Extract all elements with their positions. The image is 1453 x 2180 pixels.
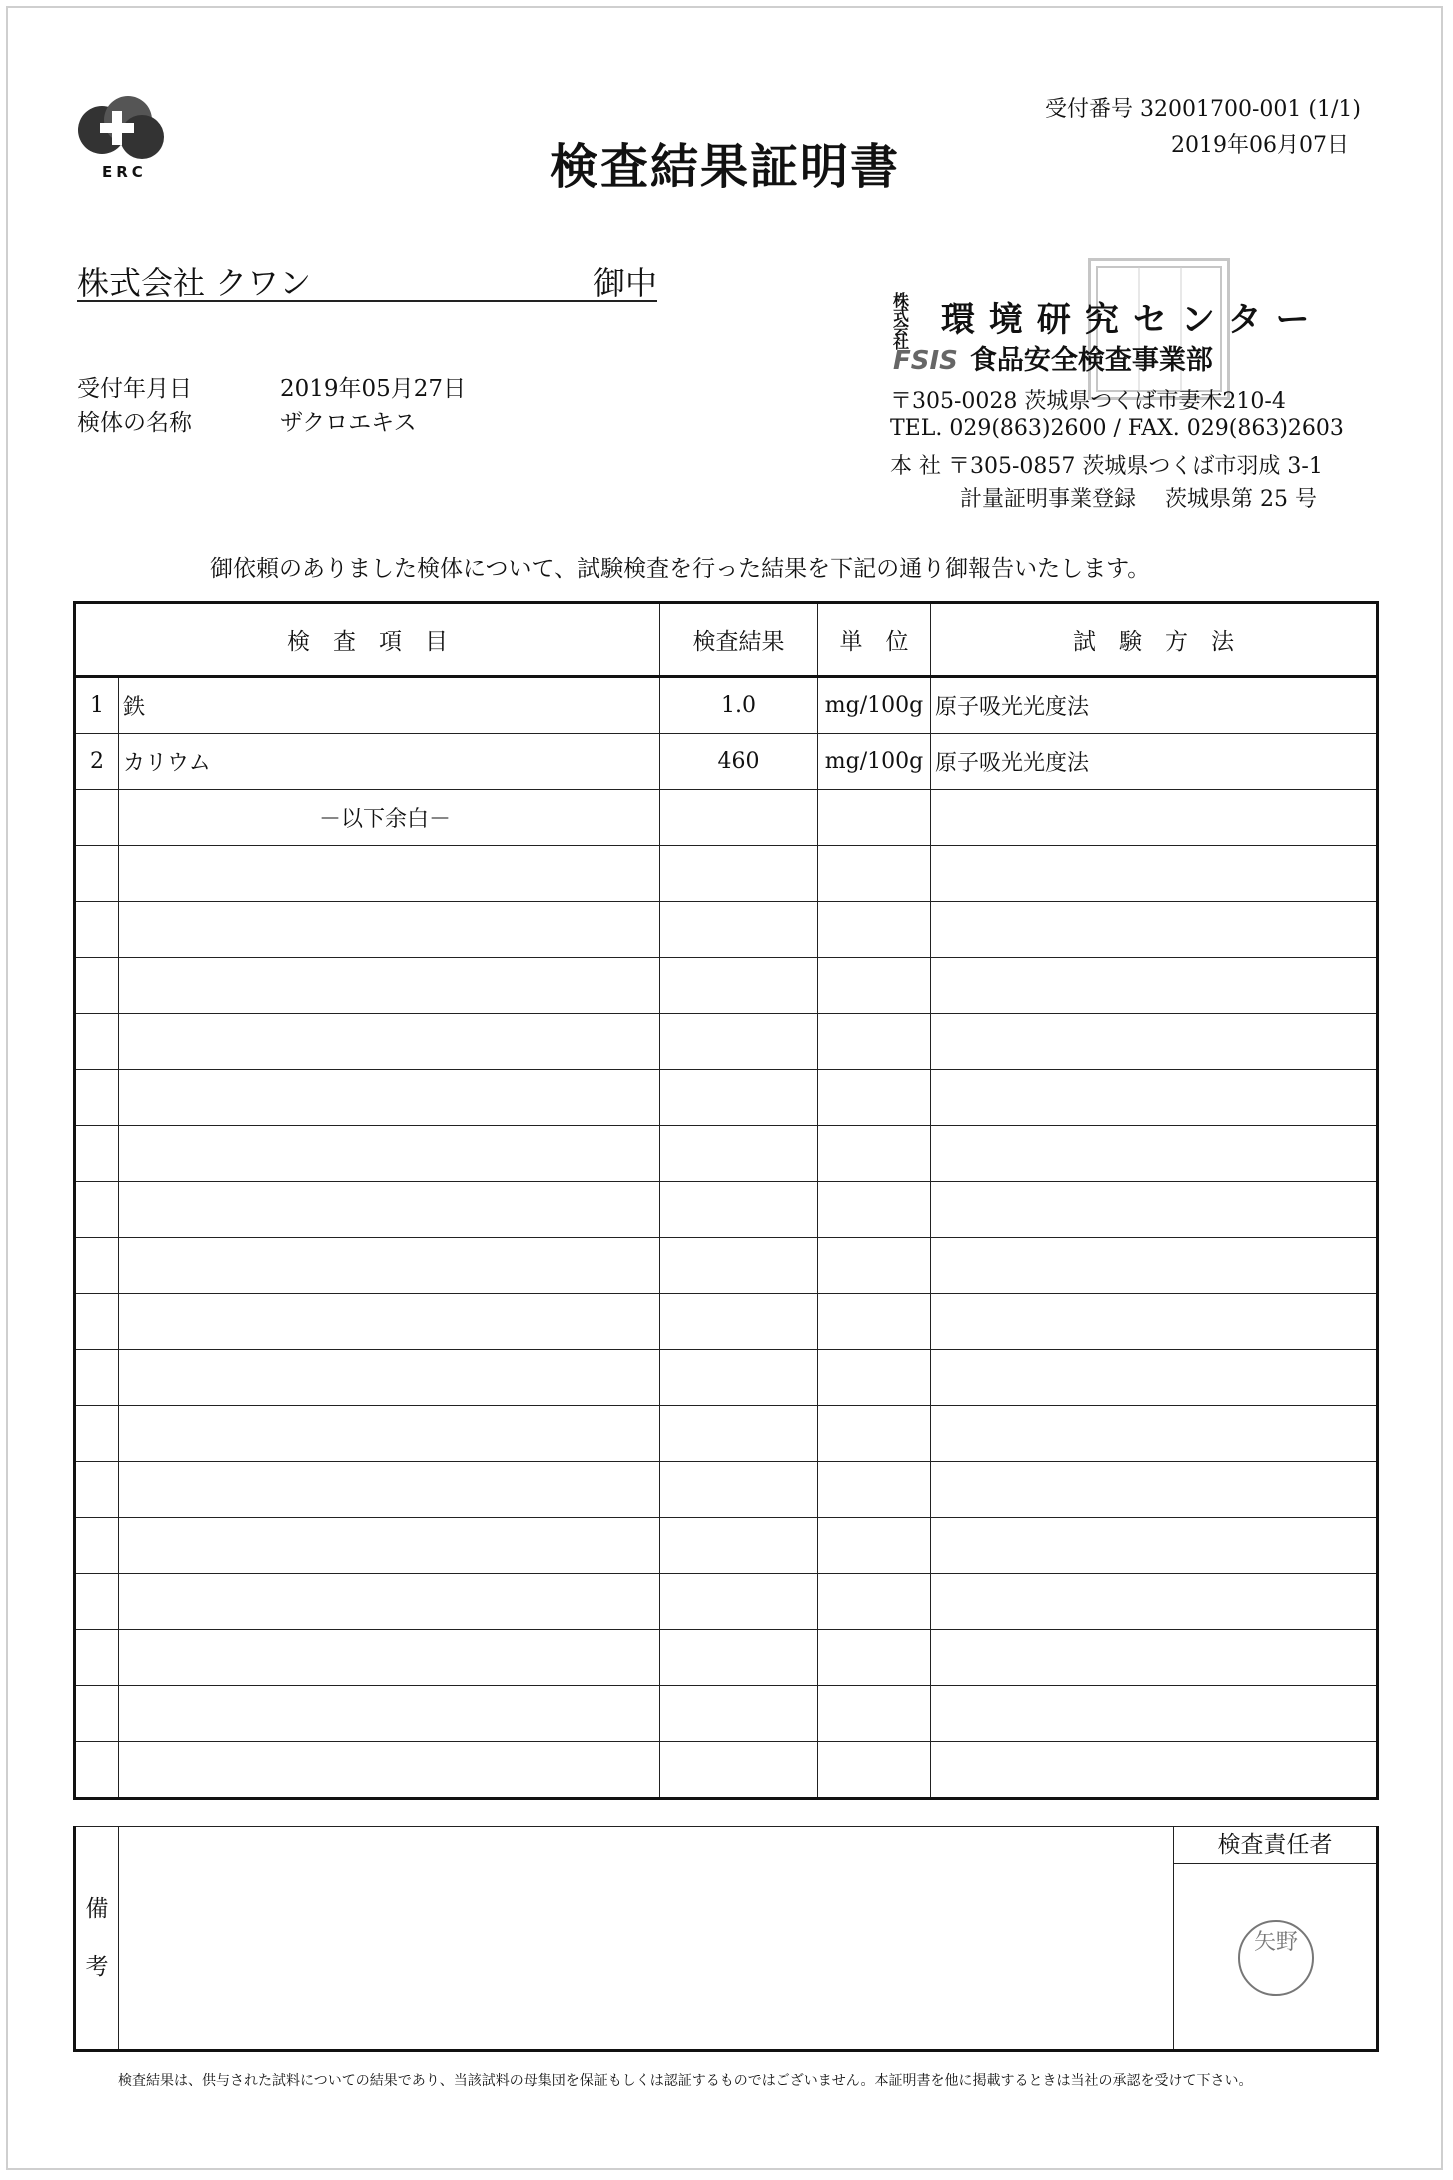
empty-row (75, 1630, 1378, 1686)
erc-logo (72, 95, 182, 185)
empty-cell (931, 1686, 1378, 1742)
empty-cell (119, 1350, 660, 1406)
empty-row (75, 1070, 1378, 1126)
row-unit: mg/100g (818, 677, 931, 734)
empty-cell (119, 1686, 660, 1742)
empty-cell (818, 1742, 931, 1799)
header-method: 試 験 方 法 (931, 603, 1378, 677)
empty-row (75, 958, 1378, 1014)
empty-cell (119, 846, 660, 902)
sample-name-label: 検体の名称 (77, 410, 192, 436)
fsis-logo: FSIS (893, 346, 958, 376)
empty-cell (931, 1462, 1378, 1518)
empty-cell (818, 1406, 931, 1462)
empty-cell (75, 1574, 119, 1630)
empty-cell (119, 1126, 660, 1182)
empty-cell (660, 1070, 818, 1126)
empty-cell (818, 1462, 931, 1518)
empty-cell (75, 1238, 119, 1294)
empty-cell (75, 1350, 119, 1406)
empty-cell (660, 1406, 818, 1462)
empty-cell (660, 1630, 818, 1686)
department-name: 食品安全検査事業部 (969, 345, 1213, 376)
empty-cell (818, 902, 931, 958)
empty-cell (119, 1462, 660, 1518)
inspector-stamp-text: 矢野 (1254, 1930, 1299, 1955)
issuer-tel-fax: TEL. 029(863)2600 / FAX. 029(863)2603 (890, 416, 1344, 441)
empty-row (75, 846, 1378, 902)
logo-text: ERC (102, 163, 147, 181)
client-name: 株式会社 クワン (77, 264, 312, 302)
empty-row (75, 1574, 1378, 1630)
reception-date-label: 受付年月日 (77, 376, 192, 402)
row-unit: mg/100g (818, 734, 931, 790)
document-title: 検査結果証明書 (550, 139, 901, 195)
table-row (75, 790, 1378, 846)
row-result (660, 790, 818, 846)
empty-cell (931, 1406, 1378, 1462)
reception-date-value: 2019年05月27日 (280, 376, 467, 402)
issue-date: 2019年06月07日 (1171, 133, 1349, 158)
remarks-label-bottom: 考 (85, 1954, 109, 1980)
issuer-head-office: 本 社 〒305-0857 茨城県つくば市羽成 3-1 (890, 454, 1323, 479)
empty-cell (660, 1742, 818, 1799)
row-result: 1.0 (660, 677, 818, 734)
empty-cell (119, 1238, 660, 1294)
empty-cell (660, 846, 818, 902)
empty-cell (75, 1294, 119, 1350)
empty-cell (931, 1182, 1378, 1238)
issuer-department (893, 338, 1213, 377)
empty-row (75, 1518, 1378, 1574)
empty-cell (931, 1350, 1378, 1406)
empty-cell (818, 958, 931, 1014)
empty-cell (75, 1014, 119, 1070)
empty-cell (818, 1350, 931, 1406)
empty-row (75, 1294, 1378, 1350)
empty-cell (931, 1630, 1378, 1686)
header-result: 検査結果 (660, 603, 818, 677)
empty-cell (119, 1182, 660, 1238)
empty-cell (119, 1406, 660, 1462)
empty-cell (119, 1518, 660, 1574)
empty-cell (818, 1630, 931, 1686)
remarks-table (73, 1826, 1379, 2052)
empty-cell (818, 1686, 931, 1742)
empty-cell (119, 902, 660, 958)
empty-cell (660, 1574, 818, 1630)
table-row (75, 734, 1378, 790)
issuer-address: 〒305-0028 茨城県つくば市妻木210-4 (890, 389, 1286, 414)
empty-cell (75, 1518, 119, 1574)
remarks-content (119, 1827, 1174, 2051)
empty-cell (660, 1294, 818, 1350)
row-item: カリウム (119, 734, 660, 790)
empty-cell (818, 1518, 931, 1574)
empty-cell (119, 958, 660, 1014)
row-item: 鉄 (119, 677, 660, 734)
empty-cell (75, 1742, 119, 1799)
client-line (77, 258, 657, 302)
empty-cell (660, 1238, 818, 1294)
client-honorific: 御中 (592, 264, 657, 302)
empty-row (75, 1126, 1378, 1182)
empty-row (75, 902, 1378, 958)
empty-row (75, 1406, 1378, 1462)
empty-cell (75, 902, 119, 958)
empty-cell (75, 1686, 119, 1742)
empty-cell (75, 1126, 119, 1182)
row-method: 原子吸光光度法 (931, 734, 1378, 790)
empty-cell (931, 1574, 1378, 1630)
empty-cell (931, 1014, 1378, 1070)
empty-cell (75, 1070, 119, 1126)
empty-cell (660, 1686, 818, 1742)
row-number: 2 (75, 734, 119, 790)
empty-cell (75, 1182, 119, 1238)
empty-cell (660, 902, 818, 958)
company-name: 環境研究センター (940, 300, 1324, 340)
empty-row (75, 1182, 1378, 1238)
empty-row (75, 1742, 1378, 1799)
empty-cell (931, 846, 1378, 902)
row-number: 1 (75, 677, 119, 734)
empty-cell (660, 958, 818, 1014)
empty-cell (660, 1126, 818, 1182)
empty-cell (818, 1238, 931, 1294)
empty-cell (660, 1350, 818, 1406)
empty-cell (75, 1630, 119, 1686)
reception-number: 受付番号 32001700-001 (1/1) (1045, 97, 1361, 122)
empty-cell (660, 1182, 818, 1238)
issuer-registration: 計量証明事業登録 茨城県第 25 号 (960, 487, 1317, 512)
empty-row (75, 1350, 1378, 1406)
remarks-label-top: 備 (85, 1896, 109, 1922)
empty-cell (931, 1742, 1378, 1799)
remarks-label (75, 1827, 119, 2051)
empty-cell (931, 1126, 1378, 1182)
table-row (75, 677, 1378, 734)
footer-note: 検査結果は、供与された試料についての結果であり、当該試料の母集団を保証もしくは認証するものではございません。本証明書を他に掲載するときは当社の承認を受けて下さい。 (118, 2073, 1253, 2089)
empty-row (75, 1462, 1378, 1518)
row-result: 460 (660, 734, 818, 790)
empty-row (75, 1686, 1378, 1742)
empty-cell (818, 846, 931, 902)
empty-cell (818, 1182, 931, 1238)
empty-cell (818, 1574, 931, 1630)
empty-cell (119, 1070, 660, 1126)
empty-row (75, 1014, 1378, 1070)
empty-cell (119, 1294, 660, 1350)
header-unit: 単 位 (818, 603, 931, 677)
inspector-label: 検査責任者 (1174, 1827, 1376, 1864)
empty-cell (119, 1014, 660, 1070)
empty-cell (75, 1462, 119, 1518)
company-prefix: 株式会社 (893, 290, 910, 352)
row-method: 原子吸光光度法 (931, 677, 1378, 734)
end-mark: －以下余白－ (119, 790, 660, 846)
empty-cell (119, 1742, 660, 1799)
row-method (931, 790, 1378, 846)
empty-cell (931, 1070, 1378, 1126)
row-unit (818, 790, 931, 846)
empty-cell (119, 1574, 660, 1630)
row-number (75, 790, 119, 846)
empty-cell (818, 1294, 931, 1350)
empty-cell (931, 1518, 1378, 1574)
results-table (73, 601, 1379, 1800)
empty-cell (119, 1630, 660, 1686)
inspector-stamp (1238, 1920, 1314, 1996)
empty-cell (75, 1406, 119, 1462)
sample-name-value: ザクロエキス (280, 410, 417, 436)
empty-cell (931, 1294, 1378, 1350)
intro-text: 御依頼のありました検体について、試験検査を行った結果を下記の通り御報告いたします。 (210, 556, 1151, 582)
empty-cell (818, 1014, 931, 1070)
empty-cell (931, 958, 1378, 1014)
empty-cell (931, 1238, 1378, 1294)
empty-cell (818, 1070, 931, 1126)
empty-cell (931, 902, 1378, 958)
empty-cell (75, 958, 119, 1014)
header-item: 検 査 項 目 (75, 603, 660, 677)
empty-cell (660, 1518, 818, 1574)
empty-row (75, 1238, 1378, 1294)
empty-cell (660, 1014, 818, 1070)
empty-cell (818, 1126, 931, 1182)
table-header-row (75, 603, 1378, 677)
empty-cell (75, 846, 119, 902)
empty-cell (660, 1462, 818, 1518)
